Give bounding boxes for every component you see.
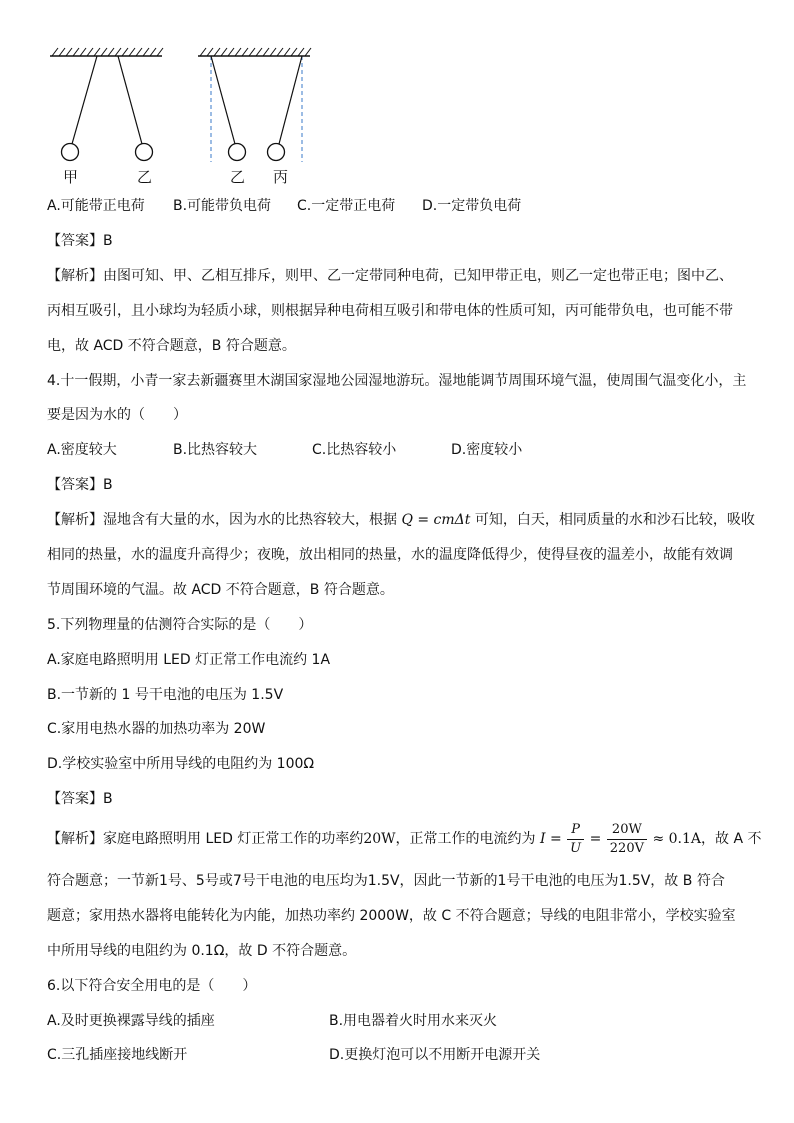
ball-jia — [62, 144, 79, 161]
label-bing: 丙 — [273, 168, 289, 186]
eq-current-symbol: I = — [540, 831, 562, 847]
q4-option-b[interactable]: B.比热容较大 — [173, 442, 258, 458]
q4-analysis-pre: 【解析】湿地含有大量的水，因为水的比热容较大，根据 — [47, 512, 397, 528]
q5-option-a[interactable]: A.家庭电路照明用 LED 灯正常工作电流约 1A — [47, 652, 331, 668]
q3-analysis-line-1: 【解析】由图可知、甲、乙相互排斥，则甲、乙一定带同种电荷，已知甲带正电，则乙一定也带正电；图中乙、 — [47, 268, 733, 284]
q5-analysis-post: ，故 A 不 — [701, 831, 762, 847]
q4-analysis-line-1 — [47, 510, 755, 530]
q4-analysis-post: 可知，白天，相同质量的水和沙石比较，吸收 — [474, 512, 755, 528]
fraction-u: U — [570, 840, 582, 856]
eq-equals: = — [589, 831, 602, 847]
q3-option-c[interactable]: C.一定带正电荷 — [297, 198, 396, 214]
q4-analysis-line-2: 相同的热量，水的温度升高得少；夜晚，放出相同的热量，水的温度降低得少，使得昼夜的温差小，故能有效调 — [47, 547, 733, 563]
q6-option-b[interactable]: B.用电器着火时用水来灭火 — [329, 1013, 498, 1029]
q3-option-d[interactable]: D.一定带负电荷 — [422, 198, 522, 214]
q4-answer: 【答案】B — [47, 477, 113, 493]
q4-option-d[interactable]: D.密度较小 — [451, 442, 523, 458]
led-power: 20W — [363, 831, 396, 847]
q3-answer: 【答案】B — [47, 233, 113, 249]
ball-yi-left — [136, 144, 153, 161]
label-yi-right: 乙 — [230, 168, 246, 186]
q6-stem: 6.以下符合安全用电的是（ ） — [47, 978, 257, 994]
charged-balls-figure — [40, 38, 330, 193]
q6-option-d[interactable]: D.更换灯泡可以不用断开电源开关 — [329, 1047, 541, 1063]
ball-yi-right — [229, 144, 246, 161]
q5-analysis-line-2: 符合题意；一节新1号、5号或7号干电池的电压均为1.5V，因此一节新的1号干电池的电压为1.5V，故 B 符合 — [47, 873, 725, 889]
q5-stem: 5.下列物理量的估测符合实际的是（ ） — [47, 617, 313, 633]
fraction-p: P — [567, 823, 584, 840]
q3-analysis-line-2: 丙相互吸引，且小球均为轻质小球，则根据异种电荷相互吸引和带电体的性质可知，丙可能带负电，也可能不带 — [47, 303, 733, 319]
label-jia: 甲 — [63, 168, 79, 186]
q4-option-c[interactable]: C.比热容较小 — [312, 442, 397, 458]
thread-bing — [279, 56, 302, 144]
q5-option-d[interactable]: D.学校实验室中所用导线的电阻约为 100Ω — [47, 756, 315, 772]
q5-analysis-line-4: 中所用导线的电阻约为 0.1Ω，故 D 不符合题意。 — [47, 943, 357, 959]
q5-answer: 【答案】B — [47, 791, 113, 807]
eq-result: ≈ 0.1A — [652, 831, 701, 847]
q4-analysis-line-3: 节周围环境的气温。故 ACD 不符合题意，B 符合题意。 — [47, 582, 394, 598]
q6-option-c[interactable]: C.三孔插座接地线断开 — [47, 1047, 188, 1063]
ceiling-right — [198, 48, 311, 56]
q5-option-c[interactable]: C.家用电热水器的加热功率为 20W — [47, 721, 266, 737]
q3-option-b[interactable]: B.可能带负电荷 — [173, 198, 272, 214]
q5-analysis-pre: 【解析】家庭电路照明用 LED 灯正常工作的功率约 — [47, 831, 364, 847]
q6-option-a[interactable]: A.及时更换裸露导线的插座 — [47, 1013, 215, 1029]
q4-stem-line-2: 要是因为水的（ ） — [47, 407, 187, 423]
fraction-220v: 220V — [609, 840, 644, 856]
thread-yi-right — [211, 56, 235, 144]
q5-analysis-line-1 — [47, 820, 761, 858]
thread-jia — [72, 56, 97, 144]
q5-analysis-mid: ，正常工作的电流约为 — [395, 831, 536, 847]
ball-bing — [268, 144, 285, 161]
q3-option-a[interactable]: A.可能带正电荷 — [47, 198, 145, 214]
q5-analysis-line-3: 题意；家用热水器将电能转化为内能，加热功率约 2000W，故 C 不符合题意；导线的电阻非常小，学校实验室 — [47, 908, 736, 924]
ceiling-left — [50, 48, 163, 56]
label-yi-left: 乙 — [137, 168, 153, 186]
fraction-20w-over-220v — [607, 823, 647, 856]
q4-option-a[interactable]: A.密度较大 — [47, 442, 117, 458]
fraction-p-over-u — [567, 823, 584, 856]
fraction-20w: 20W — [607, 823, 647, 840]
q4-stem-line-1: 4.十一假期，小青一家去新疆赛里木湖国家湿地公园湿地游玩。湿地能调节周围环境气温，使周围气温变化小，主 — [47, 373, 747, 389]
thread-yi-left — [118, 56, 142, 144]
q3-analysis-line-3: 电，故 ACD 不符合题意，B 符合题意。 — [47, 338, 296, 354]
heat-formula: Q = cmΔt — [401, 512, 471, 528]
q5-option-b[interactable]: B.一节新的 1 号干电池的电压为 1.5V — [47, 687, 284, 703]
